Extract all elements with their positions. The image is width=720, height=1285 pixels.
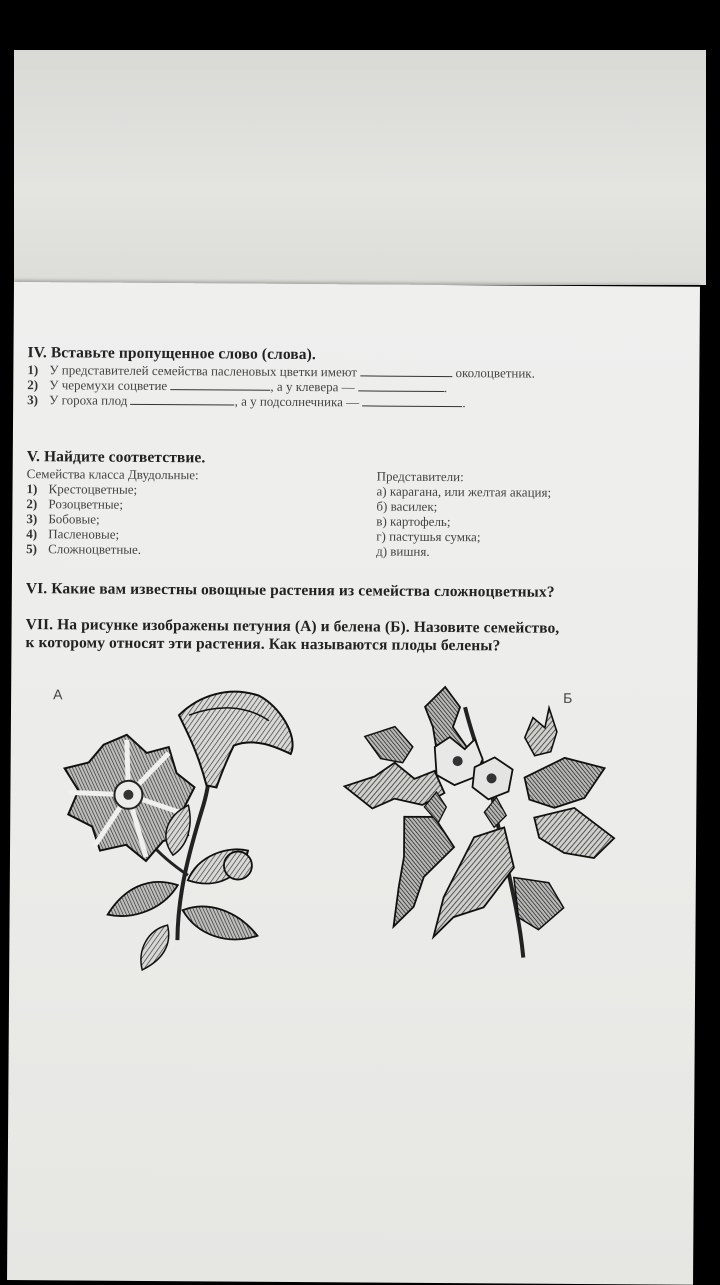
family-item: 3) Бобовые; <box>26 511 100 527</box>
section-vi <box>26 580 555 602</box>
section-iv <box>27 344 535 411</box>
blank-field[interactable] <box>170 379 270 391</box>
section-v <box>26 448 677 559</box>
section-vii-title-line-2: к которому относят эти растения. Как называются плоды белены? <box>25 634 501 655</box>
section-vi-title: VI. Какие вам известны овощные растения из семейства сложноцветных? <box>25 580 555 601</box>
figure-label-b: Б <box>563 689 573 706</box>
blank-field[interactable] <box>360 365 452 377</box>
section-vii-title-line-1: VII. На рисунке изображены петуния (А) и белена (Б). Назовите семейство, <box>25 616 560 637</box>
henbane-bud <box>525 708 557 756</box>
section-v-title: V. Найдите соответствие. <box>26 448 206 467</box>
families-header: Семейства класса Двудольные: <box>26 466 199 483</box>
section-iv-title: IV. Вставьте пропущенное слово (слова). <box>27 344 316 364</box>
blank-field[interactable] <box>362 395 462 407</box>
worksheet-page <box>7 282 700 1285</box>
figure-label-a: А <box>53 686 63 703</box>
section-vii <box>25 616 665 656</box>
representative-item: в) картофель; <box>376 513 451 530</box>
families-column <box>26 466 347 558</box>
representative-item: д) вишня. <box>376 543 430 559</box>
petunia-bud-flower <box>178 691 292 788</box>
petunia-illustration <box>27 674 299 976</box>
representative-item: б) василек; <box>376 498 438 514</box>
representative-item: г) пастушья сумка; <box>376 528 481 545</box>
family-item: 4) Пасленовые; <box>26 526 120 542</box>
blank-field[interactable] <box>358 380 444 392</box>
henbane-illustration <box>323 666 625 968</box>
family-item: 1) Крестоцветные; <box>26 481 138 497</box>
section-iv-item-3: 3) У гороха плод , а у подсолнечника — . <box>27 392 466 411</box>
family-item: 5) Сложноцветные. <box>26 541 142 557</box>
representatives-header: Представители: <box>376 468 464 485</box>
worksheet-content <box>25 344 688 706</box>
family-item: 2) Розоцветные; <box>26 496 124 512</box>
blank-field[interactable] <box>131 394 235 406</box>
section-iv-item-1: 1) У представителей семейства пасленовых цветки имеют околоцветник. <box>27 362 535 381</box>
section-iv-item-2: 2) У черемухи соцветие , а у клевера — . <box>27 377 448 396</box>
representative-item: а) карагана, или желтая акация; <box>376 483 552 500</box>
representatives-column <box>376 469 677 561</box>
folded-paper-top <box>14 50 706 285</box>
